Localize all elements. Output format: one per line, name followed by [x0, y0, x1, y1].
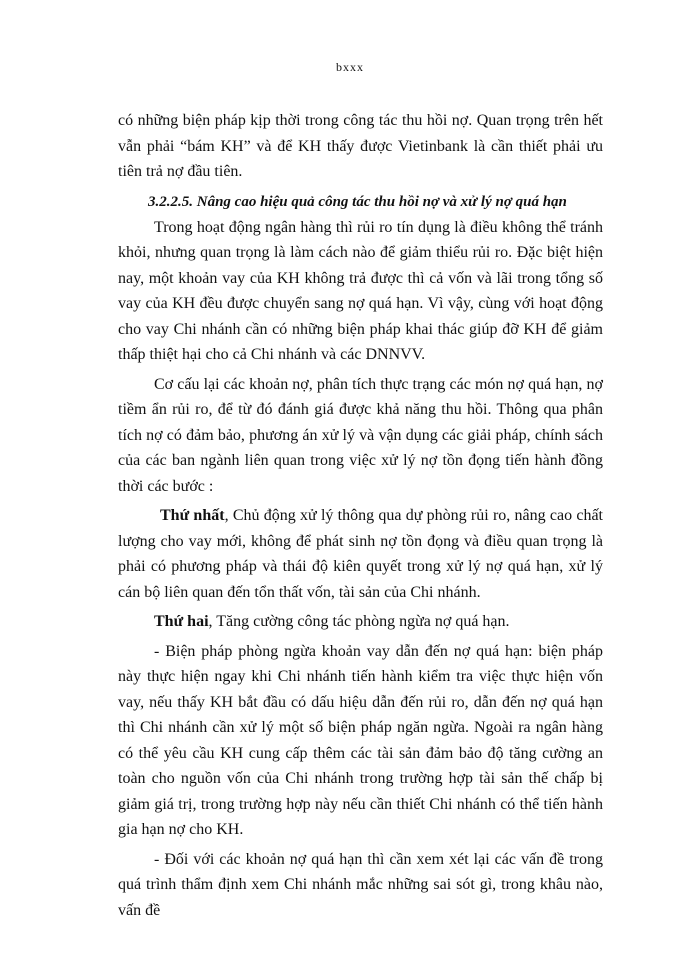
paragraph-first-step: [118, 503, 603, 605]
second-step-label: Thứ hai: [154, 613, 209, 630]
intro-paragraph: có những biện pháp kịp thời trong công tác thu hồi nợ. Quan trọng trên hết vẫn phải “bám KH” và để KH thấy được Vietinbank là cần thiết phải ưu tiên trả nợ đầu tiên.: [118, 112, 603, 180]
paragraph-second-step: [118, 609, 603, 635]
bullet-prevention: - Biện pháp phòng ngừa khoản vay dẫn đến nợ quá hạn: biện pháp này thực hiện ngay khi Chi nhánh tiến hành kiểm tra việc thực hiện vốn vay, nếu thấy KH bắt đầu có dấu hiệu dẫn đến rủi ro, dẫn đến nợ quá hạn thì Chi nhánh cần xử lý một số biện pháp ngăn ngừa. Ngoài ra ngân hàng có thể yêu cầu KH cung cấp thêm các tài sản đảm bảo độ tăng cường an toàn cho nguồn vốn của Chi nhánh trong trường hợp tài sản thế chấp bị giảm giá trị, trong trường hợp này nếu cần thiết Chi nhánh có thể tiến hành gia hạn nợ cho KH.: [118, 642, 603, 838]
paragraph-credit-risk: Trong hoạt động ngân hàng thì rủi ro tín dụng là điều không thể tránh khỏi, nhưng quan trọng là làm cách nào để giảm thiểu rủi ro. Đặc biệt hiện nay, một khoản vay của KH không trả được thì cả vốn và lãi trong tổng số vay của KH đều được chuyển sang nợ quá hạn. Vì vậy, cùng với hoạt động cho vay Chi nhánh cần có những biện pháp khai thác giúp đỡ KH để giảm thấp thiệt hại cho cả Chi nhánh và các DNNVV.: [118, 218, 603, 363]
section-heading: 3.2.2.5. Nâng cao hiệu quả công tác thu hồi nợ và xử lý nợ quá hạn: [148, 193, 567, 210]
bullet-overdue-review: - Đối với các khoản nợ quá hạn thì cần xem xét lại các vấn đề trong quá trình thẩm định xem Chi nhánh mắc những sai sót gì, trong khâu nào, vấn đề: [118, 850, 603, 919]
page-number: bxxx: [336, 60, 364, 74]
document-body: [118, 108, 603, 923]
paragraph-debt-restructure: Cơ cấu lại các khoản nợ, phân tích thực trạng các món nợ quá hạn, nợ tiềm ẩn rủi ro, để từ đó đánh giá được khả năng thu hồi. Thông qua phân tích nợ có đảm bảo, phương án xử lý và vận dụng các giải pháp, chính sách của các ban ngành liên quan trong việc xử lý nợ tồn đọng tiến hành đồng thời các bước :: [118, 375, 603, 495]
first-step-label: Thứ nhất: [160, 507, 225, 524]
first-step-text: , Chủ động xử lý thông qua dự phòng rủi ro, nâng cao chất lượng cho vay mới, không để phát sinh nợ tồn đọng và điều quan trọng là phải có phương pháp và thái độ kiên quyết trong xử lý nợ quá hạn, xử lý cán bộ liên quan đến tổn thất vốn, tài sản của Chi nhánh.: [118, 507, 604, 601]
second-step-text: , Tăng cường công tác phòng ngừa nợ quá hạn.: [208, 613, 510, 630]
